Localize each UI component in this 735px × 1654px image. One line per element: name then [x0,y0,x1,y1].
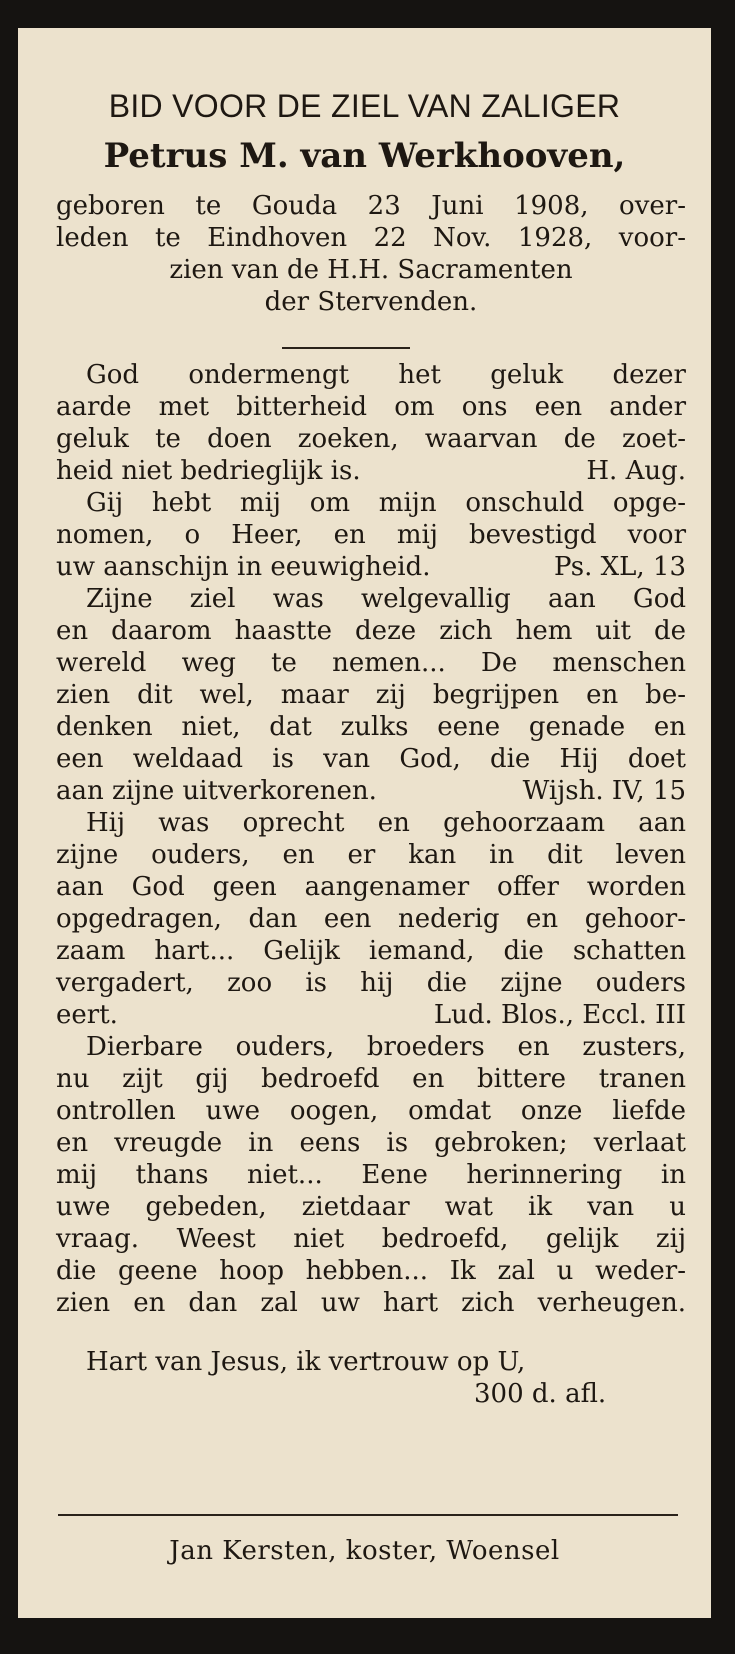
scripture-reference: Wijsh. IV, 15 [522,776,686,806]
body-line: een weldaad is van God, die Hij doet [56,744,686,774]
body-line-text: aan zijne uitverkorenen. [56,776,377,806]
short-divider [282,347,410,349]
prayer-line: Hart van Jesus, ik vertrouw op U, [86,1347,526,1377]
prayer-block [56,1346,686,1410]
body-line: vraag. Weest niet bedroefd, gelijk zij [56,1224,686,1254]
body-line: geluk te doen zoeken, waarvan de zoet- [56,424,686,454]
scripture-reference: Lud. Blos., Eccl. III [433,1000,686,1030]
body-line-text: heid niet bedrieglijk is. [56,456,361,486]
body-text [56,359,686,1319]
body-line-text: uw aanschijn in eeuwigheid. [56,552,431,582]
printer-credit: Jan Kersten, koster, Woensel [169,1536,560,1566]
card-heading: BID VOOR DE ZIEL VAN ZALIGER [108,88,621,124]
body-line: nu zijt gij bedroefd en bittere tranen [56,1064,686,1094]
body-line: Hij was oprecht en gehoorzaam aan [86,808,686,838]
body-line: zien dit wel, maar zij begrijpen en be- [56,680,686,710]
body-line: ontrollen uwe oogen, omdat onze liefde [56,1096,686,1126]
citation-line [56,999,686,1031]
body-line: die geene hoop hebben... Ik zal u weder- [56,1256,686,1286]
body-line: wereld weg te nemen... De menschen [56,648,686,678]
citation-line [56,551,686,583]
deceased-name: Petrus M. van Werkhooven, [103,136,626,176]
intro-line: zien van de H.H. Sacramenten [169,255,573,285]
scripture-reference: Ps. XL, 13 [553,552,686,582]
citation-line [56,455,686,487]
intro-line: der Stervenden. [264,287,478,317]
indulgence-line: 300 d. afl. [474,1379,607,1409]
long-divider [58,1514,678,1516]
body-line: opgedragen, dan een nederig en gehoor- [56,904,686,934]
intro-line: geboren te Gouda 23 Juni 1908, over- [56,191,686,221]
body-line: aarde met bitterheid om ons een ander [56,392,686,422]
body-line: en vreugde in eens is gebroken; verlaat [56,1128,686,1158]
scripture-reference: H. Aug. [586,456,686,486]
intro-block [56,190,686,318]
body-line: zijne ouders, en er kan in dit leven [56,840,686,870]
body-line: nomen, o Heer, en mij bevestigd voor [56,520,686,550]
body-line: aan God geen aangenamer offer worden [56,872,686,902]
body-line-text: eert. [56,1000,118,1030]
body-line: zien en dan zal uw hart zich verheugen. [56,1288,686,1318]
body-line: uwe gebeden, zietdaar wat ik van u [56,1192,686,1222]
intro-line: leden te Eindhoven 22 Nov. 1928, voor- [56,223,686,253]
body-line: en daarom haastte deze zich hem uit de [56,616,686,646]
body-line: zaam hart... Gelijk iemand, die schatten [56,936,686,966]
body-line: denken niet, dat zulks eene genade en [56,712,686,742]
body-line: Zijne ziel was welgevallig aan God [86,584,686,614]
memorial-card [18,28,711,1618]
body-line: Gij hebt mij om mijn onschuld opge- [86,488,686,518]
body-line: God ondermengt het geluk dezer [86,360,686,390]
citation-line [56,775,686,807]
body-line: vergadert, zoo is hij die zijne ouders [56,968,686,998]
body-line: mij thans niet... Eene herinnering in [56,1160,686,1190]
body-line: Dierbare ouders, broeders en zusters, [86,1032,686,1062]
